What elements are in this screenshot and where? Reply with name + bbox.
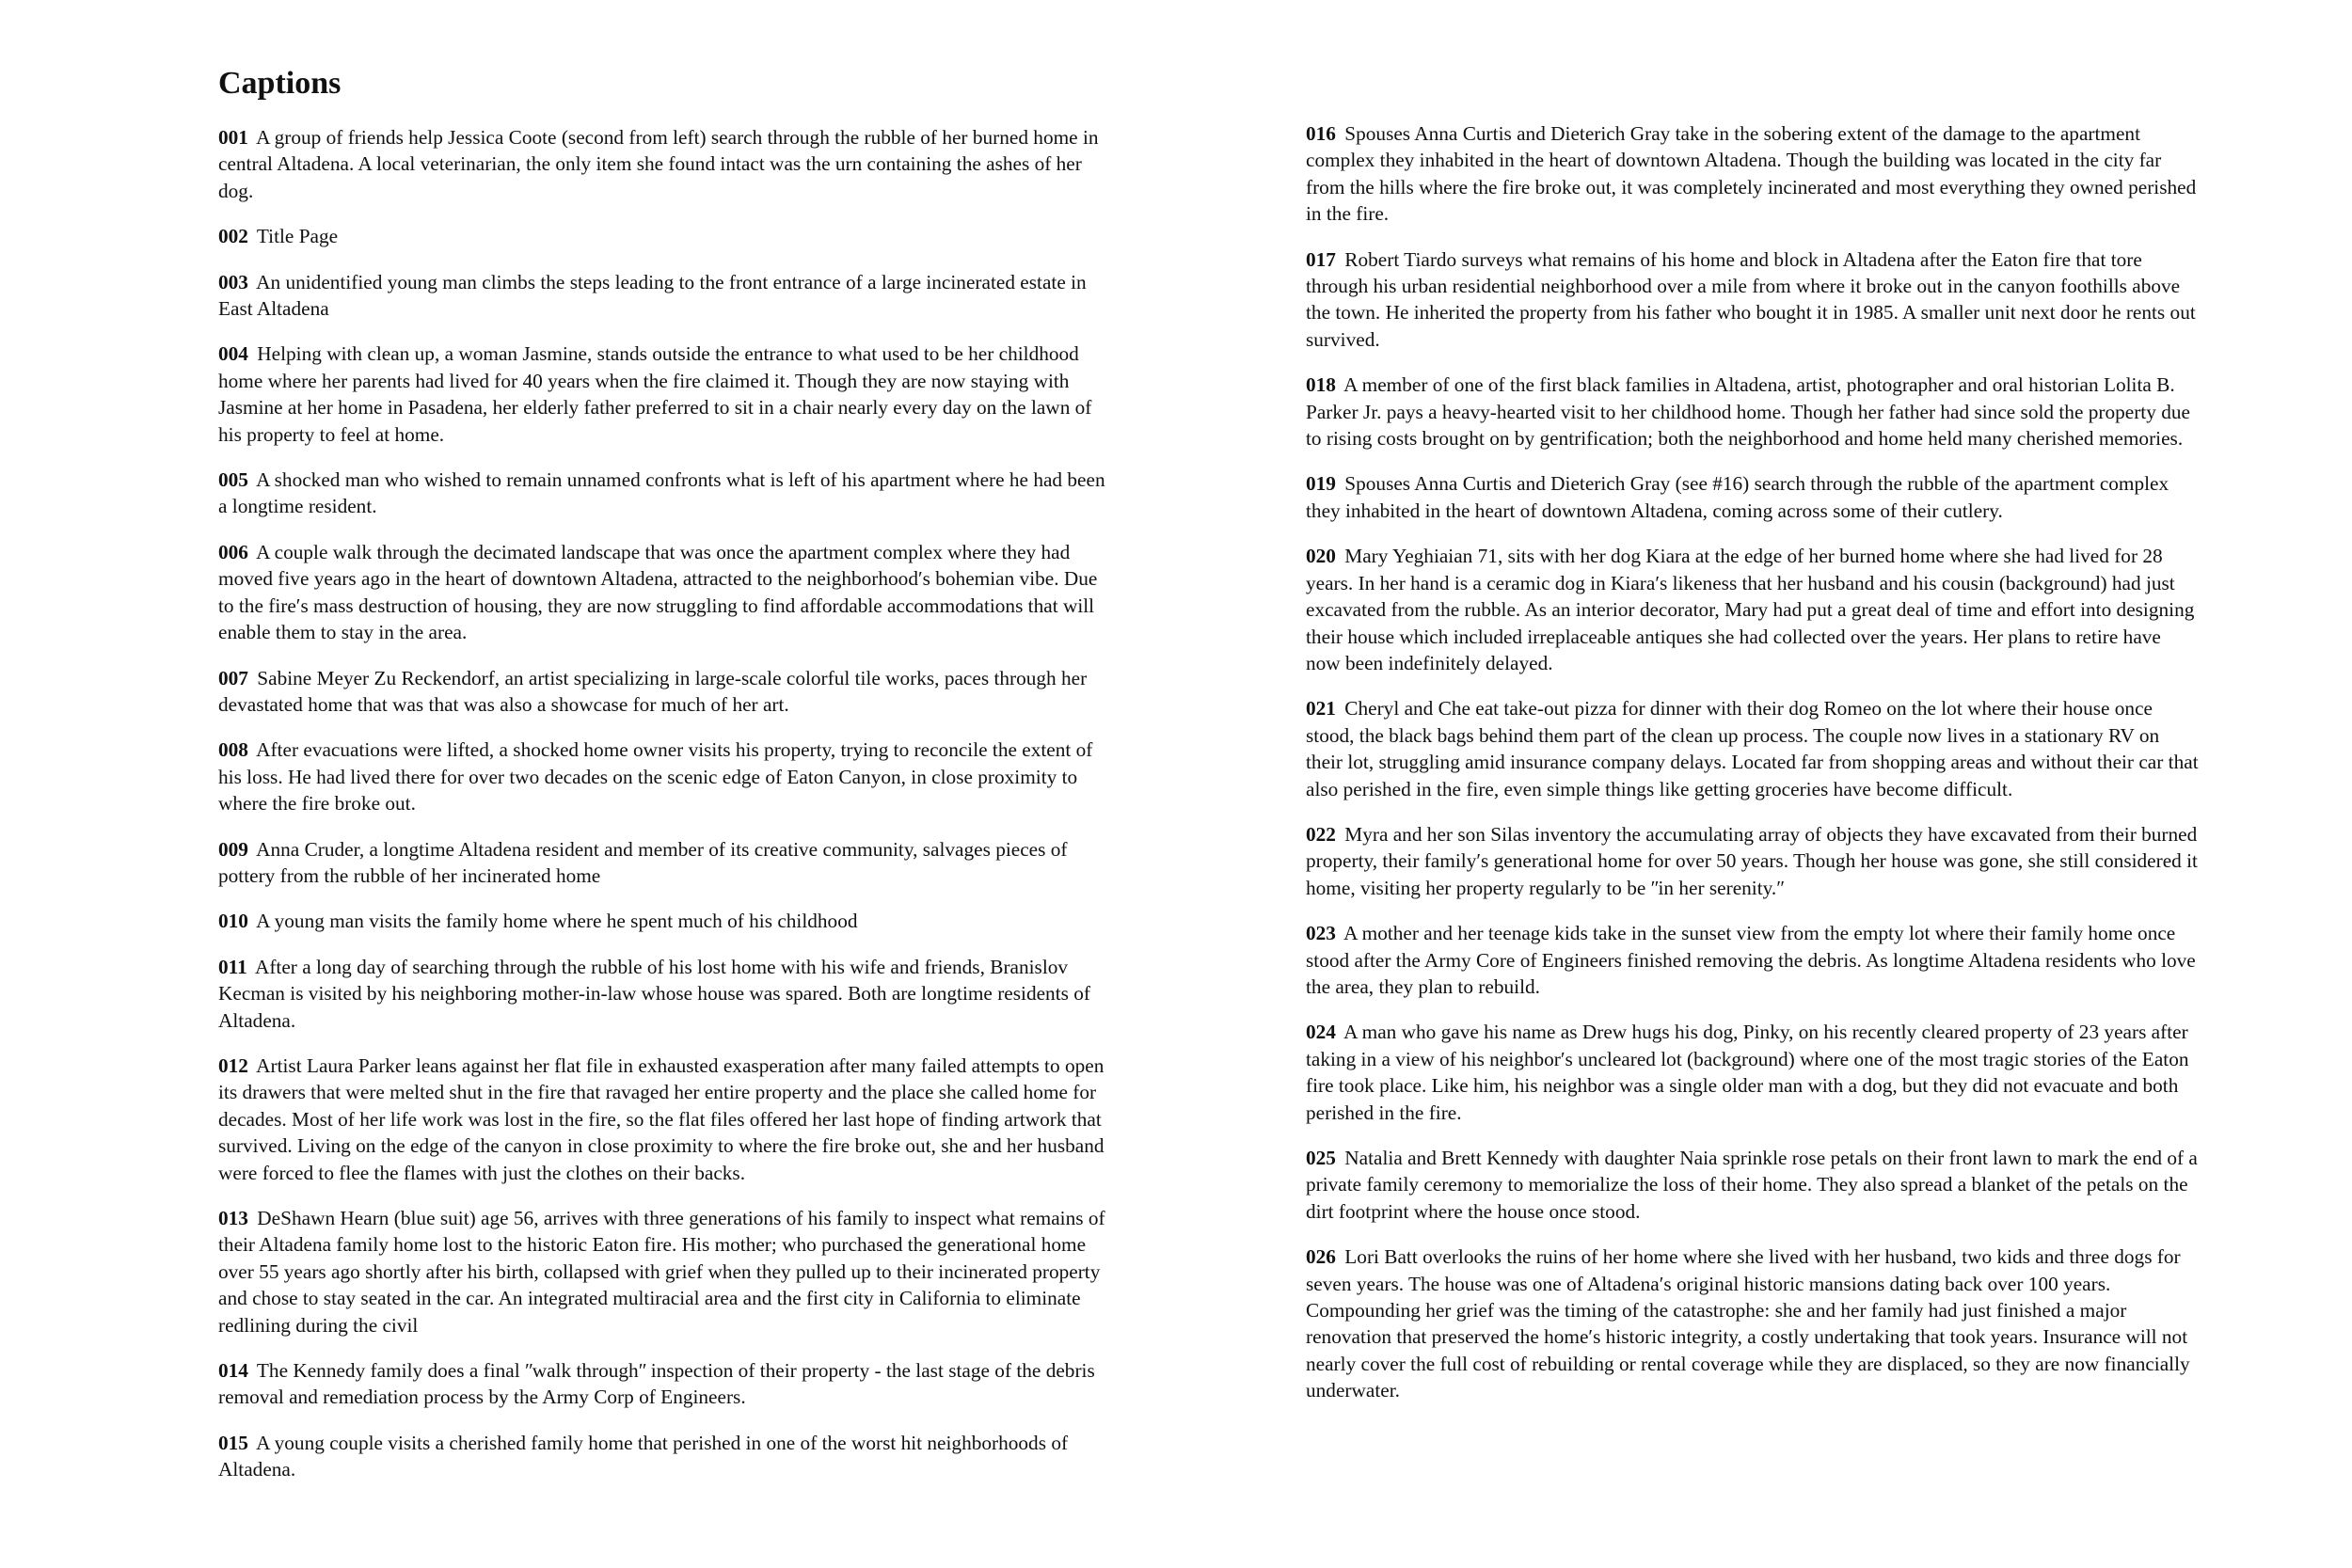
caption-text: Artist Laura Parker leans against her flat file in exhausted exasperation after many failed attempts to open its drawers that were melted shut in the fire that ravaged her entire property and the place she called home for decades. Most of her life work was lost in the fire, so the flat files offered her last hope of finding artwork that survived. Living on the edge of the canyon in close proximity to where the fire broke out, she and her husband were forced to flee the flames with just the clothes on their backs. [218,1053,1104,1184]
caption-011 [218,954,1107,1034]
caption-text: Natalia and Brett Kennedy with daughter Naia sprinkle rose petals on their front lawn to mark the end of a private family ceremony to memorialize the loss of their home. They also spread a blanket of the petals on the dirt footprint where the house once stood. [1306,1147,2198,1223]
caption-number: 013 [218,1207,248,1229]
caption-number: 026 [1306,1245,1336,1269]
caption-number: 024 [1306,1021,1336,1044]
caption-022 [1306,821,2200,901]
caption-008 [218,736,1107,816]
caption-text: Lori Batt overlooks the ruins of her home where she lived with her husband, two kids and three dogs for seven years. The house was one of Altadena′s original historic mansions dating back over 100 years. Compounding her grief was the timing of the catastrophe: she and her family had just finished a major renovation that preserved the home′s historic integrity, a costly undertaking that took years. Insurance will not nearly cover the full cost of rebuilding or rental coverage while they are displaced, so they are now financially underwater. [1306,1245,2190,1402]
caption-text: Anna Cruder, a longtime Altadena resident and member of its creative community, salvages pieces of pottery from the rubble of her incinerated home [218,837,1068,887]
caption-text: A man who gave his name as Drew hugs his dog, Pinky, on his recently cleared property of 23 years after taking in a view of his neighbor′s uncleared lot (background) where one of the most tragic stories of the Eaton fire took place. Like him, his neighbor was a single older man with a dog, but they did not evacuate and both perished in the fire. [1306,1021,2189,1124]
caption-number: 022 [1306,822,1336,846]
caption-number: 021 [1306,697,1336,721]
caption-number: 015 [218,1431,248,1454]
caption-number: 004 [218,342,248,366]
caption-text: Title Page [256,225,339,248]
caption-026 [1306,1243,2200,1403]
caption-text: A mother and her teenage kids take in the sunset view from the empty lot where their family home once stood after the Army Core of Engineers finished removing the debris. As longtime Altadena residents who love the area, they plan to rebuild. [1306,922,2196,998]
caption-text: The Kennedy family does a final ʺwalk throughʺ inspection of their property - the last stage of the debris removal and remediation process by the Army Corp of Engineers. [218,1359,1095,1409]
caption-024 [1306,1019,2200,1126]
caption-number: 006 [218,540,248,563]
caption-number: 001 [218,126,248,149]
caption-019 [1306,470,2200,524]
caption-025 [1306,1145,2200,1225]
caption-017 [1306,246,2200,354]
caption-007 [218,665,1107,719]
caption-text: Cheryl and Che eat take-out pizza for dinner with their dog Romeo on the lot where their house once stood, the black bags behind them part of the clean up process. The couple now lives in a stationary RV on their lot, struggling amid insurance company delays. Located far from shopping areas and without their car that also perished in the fire, even simple things like getting groceries have become difficult. [1306,697,2199,800]
page-title: Captions [218,66,342,101]
caption-018 [1306,372,2200,451]
caption-number: 008 [218,738,248,762]
caption-020 [1306,543,2200,676]
caption-text: Spouses Anna Curtis and Dieterich Gray take in the sobering extent of the damage to the apartment complex they inhabited in the heart of downtown Altadena. Though the building was located in the city far from the hills where the fire broke out, it was completely incinerated and most everything they owned perished in the fire. [1306,122,2197,226]
caption-number: 016 [1306,122,1336,145]
caption-text: Sabine Meyer Zu Reckendorf, an artist specializing in large-scale colorful tile works, paces through her devastated home that was that was also a showcase for much of her art. [218,666,1088,716]
caption-010 [218,908,1107,934]
caption-text: A couple walk through the decimated landscape that was once the apartment complex where they had moved five years ago in the heart of downtown Altadena, attracted to the neighborhood′s bohemian vibe. Due to the fire′s mass destruction of housing, they are now struggling to find affordable accommodations that will enable them to stay in the area. [218,540,1098,644]
caption-016 [1306,120,2200,228]
caption-number: 002 [218,225,248,248]
caption-text: Mary Yeghiaian 71, sits with her dog Kiara at the edge of her burned home where she had lived for 28 years. In her hand is a ceramic dog in Kiara′s likeness that her husband and his cousin (background) had just excavated from the rubble. As an interior decorator, Mary had put a great deal of time and effort into designing their house which included irreplaceable antiques she had collected over the years. Her plans to retire have now been indefinitely delayed. [1306,545,2195,674]
caption-number: 025 [1306,1147,1336,1169]
caption-text: A young man visits the family home where he spent much of his childhood [256,910,858,933]
caption-021 [1306,695,2200,802]
caption-001 [218,124,1107,204]
caption-number: 012 [218,1053,248,1077]
caption-text: A shocked man who wished to remain unnamed confronts what is left of his apartment where he had been a longtime resident. [218,468,1105,518]
caption-number: 019 [1306,472,1336,496]
caption-number: 003 [218,270,248,293]
caption-number: 009 [218,837,248,861]
caption-005 [218,467,1107,520]
caption-number: 010 [218,910,248,933]
captions-column-right [1306,120,2200,1423]
caption-text: A group of friends help Jessica Coote (second from left) search through the rubble of her burned home in central Altadena. A local veterinarian, the only item she found intact was the urn containing the ashes of her dog. [218,126,1099,202]
caption-text: An unidentified young man climbs the steps leading to the front entrance of a large incinerated estate in East Altadena [218,270,1087,321]
caption-006 [218,539,1107,646]
caption-number: 007 [218,666,248,689]
caption-number: 011 [218,955,247,978]
caption-014 [218,1357,1107,1411]
caption-number: 005 [218,468,248,492]
caption-009 [218,836,1107,890]
caption-text: DeShawn Hearn (blue suit) age 56, arrives with three generations of his family to inspect what remains of their Altadena family home lost to the historic Eaton fire. His mother; who purchased the generational home over 55 years ago shortly after his birth, collapsed with grief when they pulled up to their incinerated property and chose to stay seated in the car. An integrated multiracial area and the first city in California to eliminate redlining during the civil [218,1207,1105,1337]
caption-text: A young couple visits a cherished family home that perished in one of the worst hit neighborhoods of Altadena. [218,1431,1069,1481]
caption-015 [218,1430,1107,1483]
caption-text: After evacuations were lifted, a shocked home owner visits his property, trying to reconcile the extent of his loss. He had lived there for over two decades on the scenic edge of Eaton Canyon, in close proximity to where the fire broke out. [218,738,1093,816]
caption-text: A member of one of the first black families in Altadena, artist, photographer and oral historian Lolita B. Parker Jr. pays a heavy-hearted visit to her childhood home. Though her father had since sold the property due to rising costs brought on by gentrification; both the neighborhood and home held many cherished memories. [1306,373,2190,451]
caption-number: 017 [1306,247,1336,271]
caption-number: 018 [1306,373,1336,397]
caption-023 [1306,920,2200,1000]
caption-number: 014 [218,1359,248,1383]
caption-004 [218,341,1107,448]
caption-text: Robert Tiardo surveys what remains of his home and block in Altadena after the Eaton fire that tore through his urban residential neighborhood over a mile from where it broke out in the canyon foothills above the town. He inherited the property from his father who bought it in 1985. A smaller unit next door he rents out survived. [1306,247,2196,351]
captions-column-left [218,124,1107,1502]
caption-text: After a long day of searching through the rubble of his lost home with his wife and friends, Branislov Kecman is visited by his neighboring mother-in-law whose house was spared. Both are longtime residents of Altadena. [218,955,1090,1032]
caption-012 [218,1053,1107,1186]
caption-text: Myra and her son Silas inventory the accumulating array of objects they have excavated from their burned property, their family′s generational home for over 50 years. Though her house was gone, she still considered it home, visiting her property regularly to be ʺin her serenity.ʺ [1306,822,2198,899]
caption-003 [218,269,1107,323]
caption-number: 023 [1306,922,1336,945]
caption-text: Spouses Anna Curtis and Dieterich Gray (see #16) search through the rubble of the apartment complex they inhabited in the heart of downtown Altadena, coming across some of their cutlery. [1306,472,2169,522]
caption-002 [218,223,1107,249]
caption-013 [218,1205,1107,1338]
caption-number: 020 [1306,545,1336,568]
caption-text: Helping with clean up, a woman Jasmine, stands outside the entrance to what used to be her childhood home where her parents had lived for 40 years when the fire claimed it. Though they are now staying with Jasmine at her home in Pasadena, her elderly father preferred to sit in a chair nearly every day on the lawn of his property to feel at home. [218,342,1092,446]
